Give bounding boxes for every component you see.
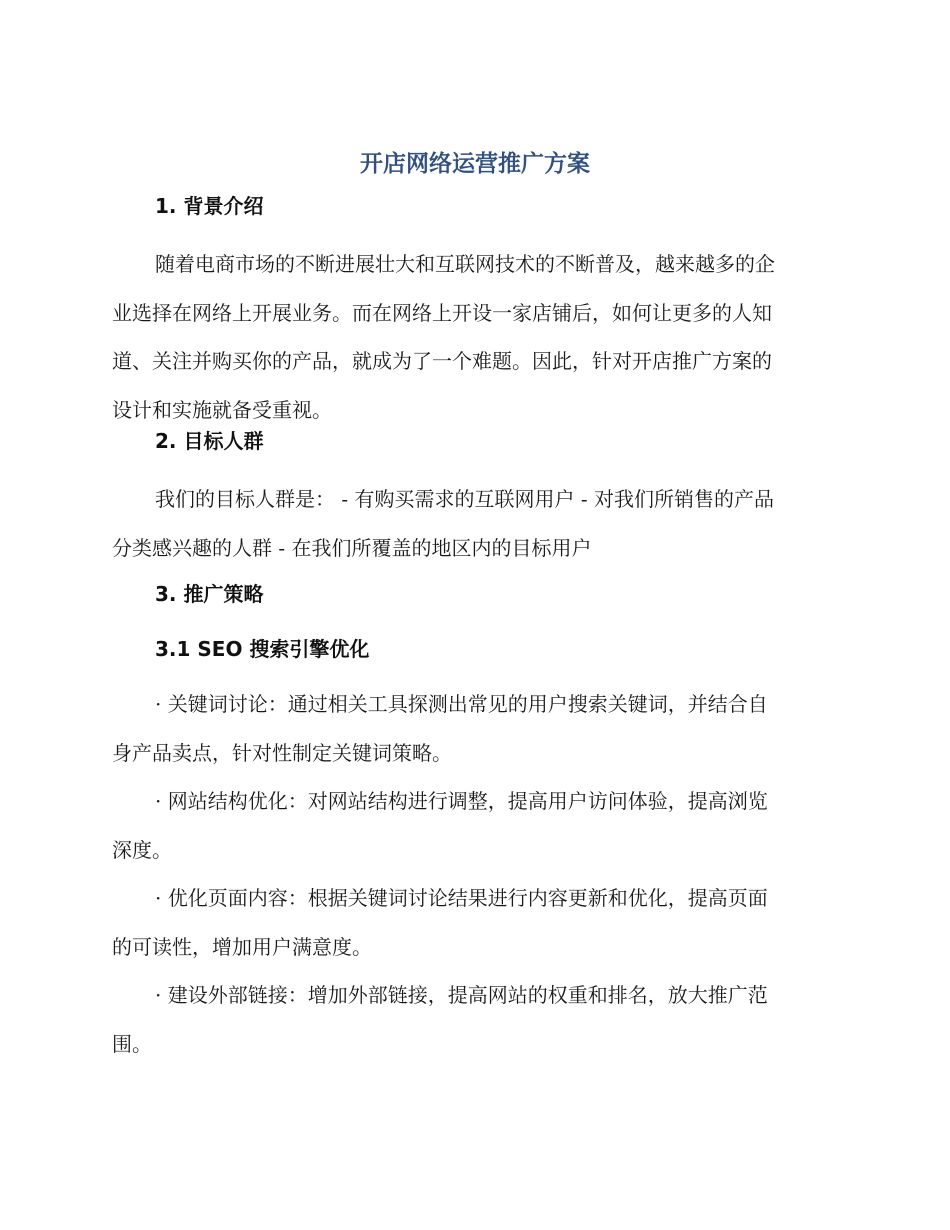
paragraph-line: 我们的目标人群是： - 有购买需求的互联网用户 - 对我们所销售的产品: [155, 487, 774, 511]
bullet-line: · 关键词讨论：通过相关工具探测出常见的用户搜索关键词，并结合自: [155, 692, 768, 716]
bullet-line: · 建设外部链接：增加外部链接，提高网站的权重和排名，放大推广范: [155, 983, 768, 1007]
bullet-line: 围。: [112, 1031, 152, 1056]
document-title: 开店网络运营推广方案: [360, 151, 590, 177]
paragraph-line: 道、关注并购买你的产品，就成为了一个难题。因此，针对开店推广方案的: [112, 349, 772, 373]
seo-item-links: [112, 971, 832, 1068]
section-heading-audience: 2. 目标人群: [155, 429, 264, 453]
seo-item-content: [112, 874, 832, 971]
bullet-line: · 网站结构优化：对网站结构进行调整，提高用户访问体验，提高浏览: [155, 789, 768, 813]
paragraph-line: 分类感兴趣的人群 - 在我们所覆盖的地区内的目标用户: [112, 535, 592, 560]
bullet-line: 的可读性，增加用户满意度。: [112, 934, 372, 959]
bullet-line: 深度。: [112, 837, 172, 862]
paragraph-line: 随着电商市场的不断进展壮大和互联网技术的不断普及，越来越多的企: [155, 252, 775, 276]
subsection-heading-seo: 3.1 SEO 搜索引擎优化: [155, 637, 370, 661]
seo-item-keywords: [112, 680, 832, 777]
paragraph-line: 业选择在网络上开展业务。而在网络上开设一家店铺后，如何让更多的人知: [112, 300, 772, 325]
background-paragraph: [112, 240, 832, 434]
bullet-line: 身产品卖点，针对性制定关键词策略。: [112, 740, 452, 765]
bullet-line: · 优化页面内容：根据关键词讨论结果进行内容更新和优化，提高页面: [155, 886, 768, 910]
section-heading-strategy: 3. 推广策略: [155, 582, 264, 606]
paragraph-line: 设计和实施就备受重视。: [112, 397, 332, 422]
seo-item-structure: [112, 777, 832, 874]
section-heading-background: 1. 背景介绍: [155, 194, 264, 218]
audience-paragraph: [112, 475, 832, 572]
